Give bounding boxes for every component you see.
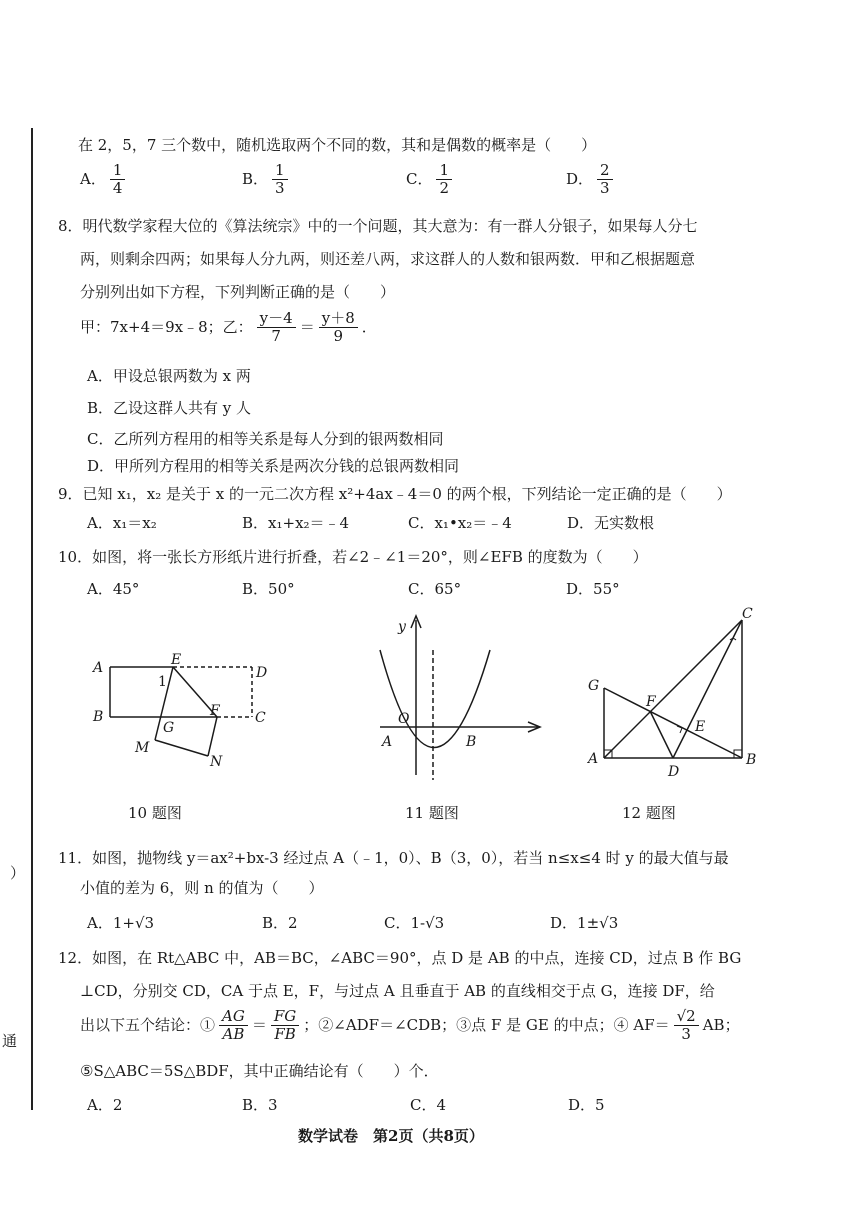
q11-option-a: A．1+√3 — [87, 914, 155, 932]
q12-line1: 12．如图，在 Rt△ABC 中，AB＝BC，∠ABC＝90°，点 D 是 AB 的中点，连接 CD，过点 B 作 BG — [58, 949, 742, 967]
margin-paren: ） — [10, 864, 26, 882]
fig10-label-f: F — [210, 703, 220, 719]
fig12-label-a: A — [588, 751, 599, 767]
q12-line3: 出以下五个结论：① $\frac{AG}{AB}$ ＝ $\frac{FG}{FB}$ ；②∠ADF＝∠CDB；③点 F 是 GE 的中点；④ AF＝ $\frac{√2}{3}$ AB； — [80, 1007, 740, 1044]
fig10-label-angle1: 1 — [158, 674, 167, 690]
q11-line2: 小值的差为 6，则 n 的值为（ ） — [80, 879, 324, 897]
q7-option-b: B． $\frac{1}{3}$ — [242, 162, 292, 198]
q12-option-c: C．4 — [410, 1096, 447, 1114]
q9-stem: 9．已知 x₁，x₂ 是关于 x 的一元二次方程 x²+4ax﹣4＝0 的两个根，下列结论一定正确的是（ ） — [58, 485, 732, 503]
figure-10 — [85, 640, 285, 780]
fig10-label-a: A — [93, 660, 104, 676]
q10-stem: 10．如图，将一张长方形纸片进行折叠，若∠2﹣∠1＝20°，则∠EFB 的度数为（ ） — [58, 548, 648, 566]
q9-option-b: B．x₁+x₂＝﹣4 — [242, 514, 350, 532]
q11-option-b: B．2 — [262, 914, 298, 932]
fig12-edge-ac — [604, 620, 742, 758]
fig10-edge-mn — [155, 740, 208, 756]
q7-option-c: C． $\frac{1}{2}$ — [406, 162, 456, 198]
fig12-segment-gb — [604, 688, 742, 758]
fig10-label-d: D — [256, 665, 268, 681]
q12-line2: ⊥CD，分别交 CD，CA 于点 E，F，与过点 A 且垂直于 AB 的直线相交于点 G，连接 DF，给 — [80, 982, 715, 1000]
fig11-caption: 11 题图 — [405, 804, 459, 822]
q9-option-a: A．x₁＝x₂ — [87, 514, 157, 532]
q7-option-d: D． $\frac{2}{3}$ — [566, 162, 617, 198]
fig12-label-g: G — [588, 678, 600, 694]
fig12-label-c: C — [742, 606, 753, 622]
q10-option-c: C．65° — [408, 580, 462, 598]
fig10-edge-nf — [208, 717, 217, 756]
fig12-label-b: B — [746, 752, 757, 768]
fig12-segment-df — [650, 711, 673, 758]
q12-line4: ⑤S△ABC＝5S△BDF，其中正确结论有（ ）个． — [80, 1062, 439, 1080]
q12-option-a: A．2 — [87, 1096, 123, 1114]
page-footer: 数学试卷 第2页（共8页） — [298, 1127, 484, 1145]
q8-equations: 甲：7x+4＝9x﹣8；乙： $\frac{y-4}{7}$ ＝ $\frac{y+8}{9}$ ． — [80, 309, 377, 346]
q11-option-d: D．1±√3 — [550, 914, 619, 932]
fig12-segment-cd — [673, 620, 742, 758]
q7-option-a: A． $\frac{1}{4}$ — [80, 162, 129, 198]
q9-option-c: C．x₁•x₂＝﹣4 — [408, 514, 512, 532]
q8-line3: 分别列出如下方程，下列判断正确的是（ ） — [80, 283, 396, 301]
q10-option-a: A．45° — [87, 580, 140, 598]
margin-text: 通 — [2, 1032, 18, 1050]
margin-binding-line — [31, 128, 33, 1110]
fig10-label-g: G — [163, 720, 175, 736]
q8-option-c: C．乙所列方程用的相等关系是每人分到的银两数相同 — [87, 430, 444, 448]
q10-option-b: B．50° — [242, 580, 295, 598]
q8-line2: 两，则剩余四两；如果每人分九两，则还差八两，求这群人的人数和银两数．甲和乙根据题意 — [80, 250, 696, 268]
q8-line1: 8．明代数学家程大位的《算法统宗》中的一个问题，其大意为：有一群人分银子，如果每人分七 — [58, 217, 698, 235]
fig10-caption: 10 题图 — [128, 804, 182, 822]
q12-option-d: D．5 — [568, 1096, 605, 1114]
q12-option-b: B．3 — [242, 1096, 278, 1114]
fig11-label-o: O — [398, 711, 410, 727]
q8-option-a: A．甲设总银两数为 x 两 — [87, 367, 251, 385]
figure-11 — [360, 610, 550, 780]
fig11-label-y: y — [398, 619, 406, 635]
fig10-label-c: C — [255, 710, 266, 726]
fig10-label-e: E — [171, 652, 182, 668]
q8-option-d: D．甲所列方程用的相等关系是两次分钱的总银两数相同 — [87, 457, 460, 475]
fig10-label-m: M — [135, 740, 150, 756]
fig11-parabola — [380, 650, 490, 748]
fig12-label-d: D — [668, 764, 680, 780]
fig10-label-n: N — [210, 754, 223, 770]
q11-line1: 11．如图，抛物线 y＝ax²+bx-3 经过点 A（﹣1，0）、B（3，0），若当 n≤x≤4 时 y 的最大值与最 — [58, 849, 729, 867]
fig12-label-f: F — [646, 694, 656, 710]
figure-12 — [580, 600, 780, 780]
q9-option-d: D．无实数根 — [567, 514, 655, 532]
fig10-label-b: B — [93, 709, 104, 725]
q11-option-c: C．1-√3 — [384, 914, 445, 932]
fig12-label-e: E — [695, 719, 706, 735]
q10-option-d: D．55° — [566, 580, 620, 598]
q7-stem: 在 2，5，7 三个数中，随机选取两个不同的数，其和是偶数的概率是（ ） — [78, 136, 597, 154]
q8-option-b: B．乙设这群人共有 y 人 — [87, 399, 252, 417]
fig12-caption: 12 题图 — [622, 804, 676, 822]
fig11-label-a: A — [382, 734, 393, 750]
fig11-label-b: B — [466, 734, 477, 750]
